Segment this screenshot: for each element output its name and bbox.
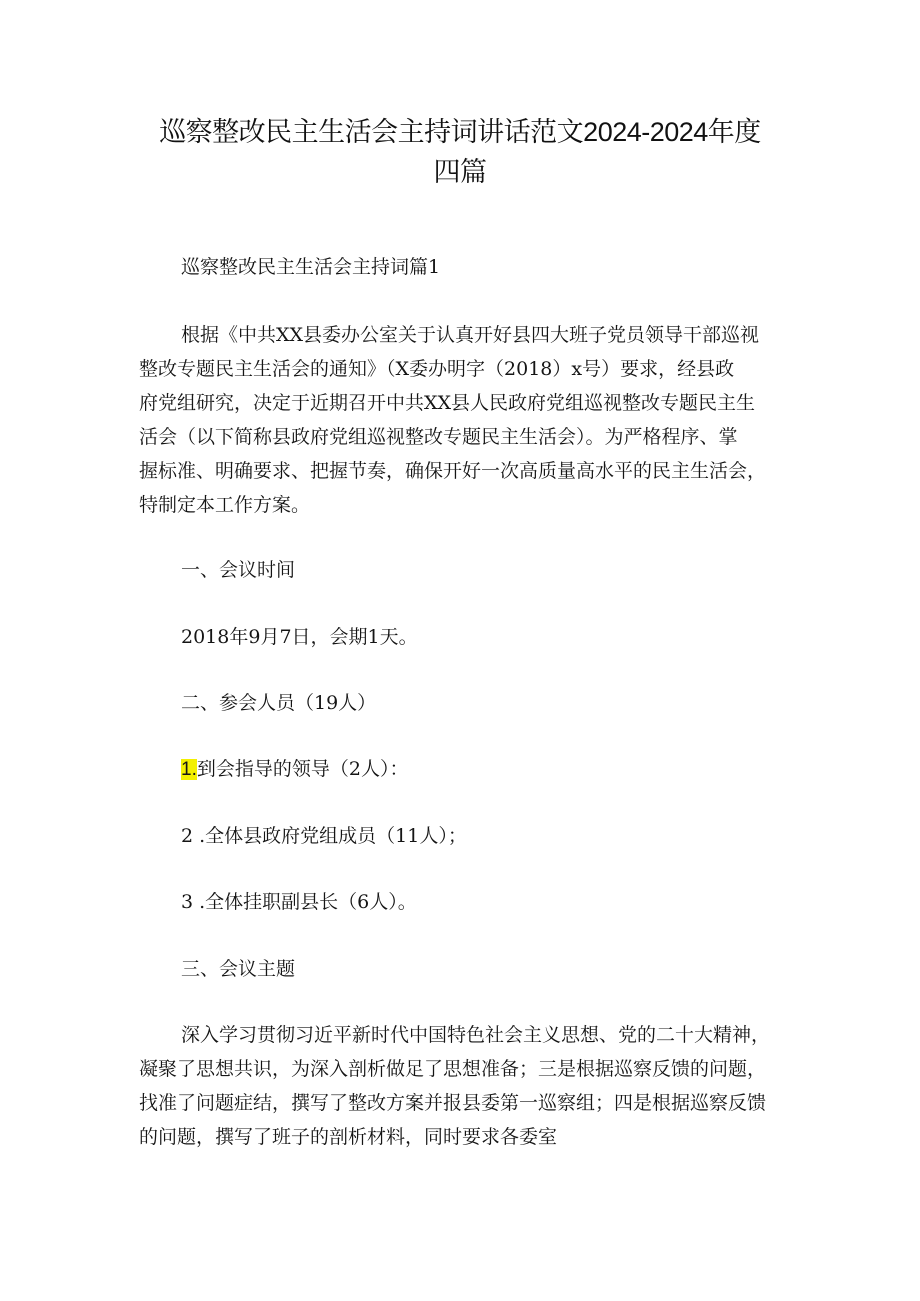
attendee-item-2: 2 .全体县政府党组成员（11人）； — [181, 825, 467, 847]
document-title — [120, 112, 800, 192]
theme-line: 凝聚了思想共识，为深入剖析做足了思想准备；三是根据巡察反馈的问题， — [139, 1058, 767, 1080]
theme-line: 的问题，撰写了班子的剖析材料，同时要求各委室 — [139, 1126, 558, 1148]
theme-line: 找准了问题症结，撰写了整改方案并报县委第一巡察组；四是根据巡察反馈 — [139, 1092, 767, 1114]
theme-line: 深入学习贯彻习近平新时代中国特色社会主义思想、党的二十大精神， — [181, 1024, 771, 1046]
theme-paragraph — [139, 1018, 799, 1154]
attendee-item-1 — [139, 752, 841, 787]
title-line-2: 四篇 — [433, 157, 487, 187]
attendee-item-3: 3 .全体挂职副县长（6人）。 — [181, 891, 417, 913]
heading-attendees: 二、参会人员（19人） — [181, 692, 377, 714]
heading-meeting-time: 一、会议时间 — [181, 559, 296, 581]
intro-paragraph — [139, 318, 799, 522]
intro-line: 根据《中共XX县委办公室关于认真开好县四大班子党员领导干部巡视 — [181, 324, 760, 346]
intro-line: 活会（以下简称县政府党组巡视整改专题民主生活会）。为严格程序、掌 — [139, 426, 738, 448]
heading-meeting-theme: 三、会议主题 — [181, 958, 296, 980]
intro-line: 特制定本工作方案。 — [139, 494, 311, 516]
intro-line: 府党组研究，决定于近期召开中共XX县人民政府党组巡视整改专题民主生 — [139, 392, 756, 414]
intro-line: 整改专题民主生活会的通知》（X委办明字（2018）x号）要求，经县政 — [139, 358, 735, 380]
section-heading: 巡察整改民主生活会主持词篇1 — [181, 256, 441, 278]
title-line-1: 巡察整改民主生活会主持词讲话范文2024-2024年度 — [159, 117, 761, 147]
highlighted-item-number: 1. — [181, 759, 197, 780]
intro-line: 握标准、明确要求、把握节奏，确保开好一次高质量高水平的民主生活会， — [139, 460, 767, 482]
meeting-time-text: 2018年9月7日，会期1天。 — [181, 626, 418, 648]
attendee-item-1-text: 到会指导的领导（2人）： — [196, 758, 409, 780]
